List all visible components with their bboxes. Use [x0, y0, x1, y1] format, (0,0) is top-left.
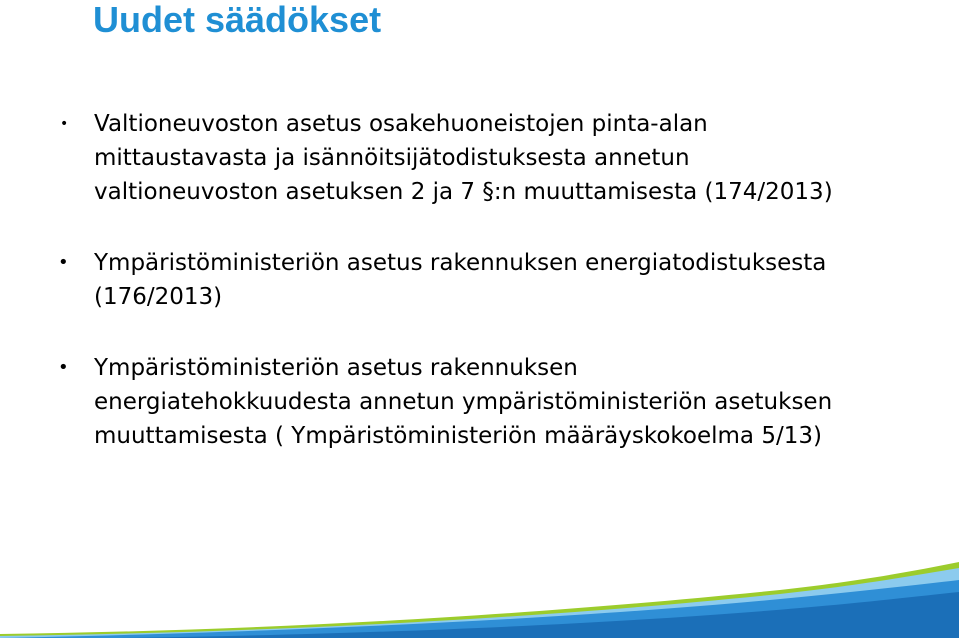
bullet-text-line: muuttamisesta ( Ympäristöministeriön määräyskokoelma 5/13) [94, 423, 822, 449]
bullet-text-line: Ympäristöministeriön asetus rakennuksen energiatodistuksesta [94, 250, 827, 276]
bullet-marker: • [60, 116, 69, 132]
bullet-text-line: energiatehokkuudesta annetun ympäristöministeriön asetuksen [94, 389, 833, 415]
slide-title: Uudet säädökset [93, 0, 382, 40]
bullet-text-line: Ympäristöministeriön asetus rakennuksen [94, 355, 578, 381]
bullet-marker: • [58, 252, 69, 273]
bullet-text-line: valtioneuvoston asetuksen 2 ja 7 §:n muuttamisesta (174/2013) [94, 179, 833, 205]
bullet-text-line: mittaustavasta ja isännöitsijätodistuksesta annetun [94, 145, 690, 171]
bullet-text-line: Valtioneuvoston asetus osakehuoneistojen pinta-alan [94, 111, 708, 137]
bullet-text-line: (176/2013) [94, 284, 223, 310]
footer-date: 19.4.2012 [280, 616, 325, 627]
bullet-marker: • [58, 357, 69, 378]
